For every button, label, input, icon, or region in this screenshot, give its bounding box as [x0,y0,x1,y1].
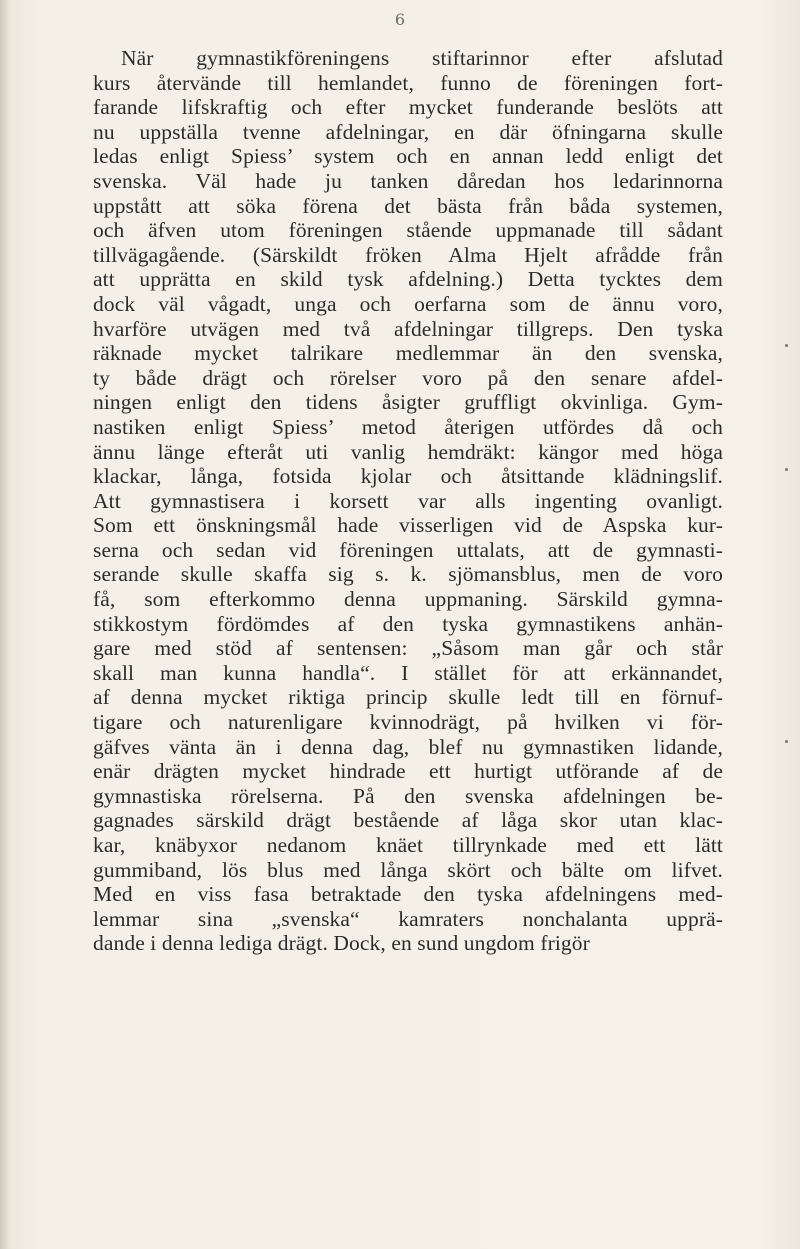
text-line: Med en viss fasa betraktade den tyska afdelningens med- [93,882,723,907]
margin-speck [785,740,788,743]
text-line: ty både drägt och rörelser voro på den senare afdel- [93,365,723,390]
text-line: klackar, långa, fotsida kjolar och åtsittande klädningslif. [93,464,723,489]
text-line: serna och sedan vid föreningen uttalats, att de gymnasti- [93,537,723,562]
text-line: hvarföre utvägen med två afdelningar tillgreps. Den tyska [93,316,723,341]
text-line: enär drägten mycket hindrade ett hurtigt utförande af de [93,759,723,784]
text-line: tigare och naturenligare kvinnodrägt, på hvilken vi för- [93,710,723,735]
text-line: lemmar sina „svenska“ kamraters nonchalanta upprä- [93,906,723,931]
text-line: ningen enligt den tidens åsigter gruffligt okvinliga. Gym- [93,390,723,415]
text-line: tillvägagående. (Särskildt fröken Alma Hjelt afrådde från [93,242,723,267]
text-line: serande skulle skaffa sig s. k. sjömansblus, men de voro [93,562,723,587]
text-line: få, som efterkommo denna uppmaning. Särskild gymna- [93,587,723,612]
text-line: gummiband, lös blus med långa skört och bälte om lifvet. [93,857,723,882]
text-line: farande lifskraftig och efter mycket funderande beslöts att [93,95,723,120]
text-line: skall man kunna handla“. I stället för att erkännandet, [93,660,723,685]
text-line: uppstått att söka förena det bästa från båda systemen, [93,193,723,218]
text-line: att upprätta en skild tysk afdelning.) Detta tycktes dem [93,267,723,292]
text-line: nastiken enligt Spiess’ metod återigen utfördes då och [93,414,723,439]
text-line: kar, knäbyxor nedanom knäet tillrynkade med ett lätt [93,833,723,857]
text-line: dock väl vågadt, unga och oerfarna som de ännu voro, [93,291,723,316]
body-text [93,46,723,956]
text-line: nu uppställa tvenne afdelningar, en där öfningarna skulle [93,119,723,144]
text-line: svenska. Väl hade ju tanken dåredan hos ledarinnorna [93,168,723,193]
text-line: ännu länge efteråt uti vanlig hemdräkt: kängor med höga [93,439,723,464]
margin-speck [785,344,788,347]
margin-speck [785,468,788,471]
page-number: 6 [394,10,406,29]
text-line: räknade mycket talrikare medlemmar än den svenska, [93,341,723,366]
text-line: Att gymnastisera i korsett var alls ingenting ovanligt. [93,488,723,513]
text-line: gare med stöd af sentensen: „Såsom man går och står [93,636,723,661]
text-line: af denna mycket riktiga princip skulle ledt till en förnuf- [93,685,723,710]
text-line: gagnades särskild drägt bestående af låga skor utan klac- [93,808,723,833]
text-line: gäfves vänta än i denna dag, blef nu gymnastiken lidande, [93,734,723,759]
text-line: stikkostym fördömdes af den tyska gymnastikens anhän- [93,611,723,636]
text-line: När gymnastikföreningens stiftarinnor efter afslutad [121,46,723,70]
text-line: dande i denna lediga drägt. Dock, en sund ungdom frigör [93,931,590,956]
text-line: gymnastiska rörelserna. På den svenska afdelningen be- [93,783,723,808]
text-line: och äfven utom föreningen stående uppmanade till sådant [93,218,723,243]
text-line: ledas enligt Spiess’ system och en annan ledd enligt det [93,144,723,169]
text-line: Som ett önskningsmål hade visserligen vid de Aspska kur- [93,513,723,538]
page-edge-shadow [0,0,10,1249]
text-line: kurs återvände till hemlandet, funno de föreningen fort- [93,70,723,95]
